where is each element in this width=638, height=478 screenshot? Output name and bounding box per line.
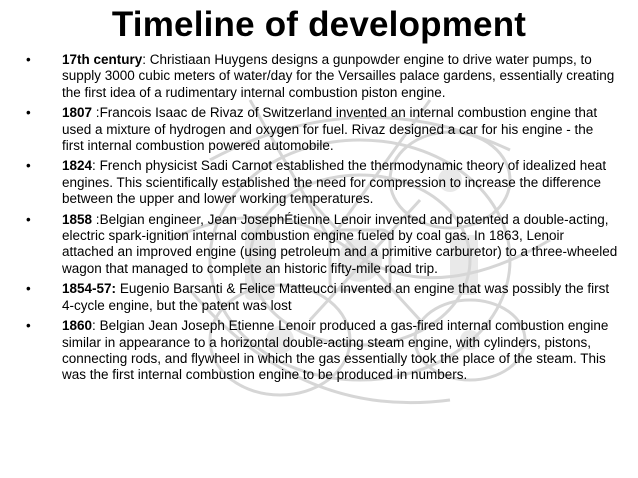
item-separator: :: [142, 52, 150, 67]
bullet-icon: •: [26, 211, 31, 227]
item-date: 17th century: [62, 52, 143, 67]
item-text: Francois Isaac de Rivaz of Switzerland invented an internal combustion engine that used a mixture of hydrogen and oxygen for fuel. Rivaz designed a car for his engine - the first internal combustion powered automobile.: [62, 105, 598, 154]
timeline-item-1807: [26, 105, 618, 154]
item-date: 1858: [62, 211, 93, 227]
timeline-item-1860: [26, 318, 618, 384]
bullet-icon: •: [26, 105, 31, 121]
item-separator: :: [92, 211, 100, 227]
item-separator: :: [92, 158, 100, 174]
timeline-item-17th-century: [26, 52, 618, 101]
bullet-icon: •: [26, 52, 31, 67]
item-separator: :: [92, 105, 100, 121]
timeline-list: [26, 52, 618, 388]
item-date: 1854-57:: [62, 281, 117, 297]
timeline-item-1858: [26, 212, 618, 278]
item-date: 1824: [62, 158, 93, 174]
bullet-icon: •: [26, 281, 31, 297]
item-text: Christiaan Huygens designs a gunpowder engine to drive water pumps, to supply 3000 cubic meters of water/day for the Versailles palace gardens, essentially creating the first idea of a rudimentary internal combustion piston engine.: [62, 52, 615, 100]
item-text: French physicist Sadi Carnot established the thermodynamic theory of idealized heat engines. This scientifically established the need for compression to increase the difference between the upper and lower working temperatures.: [62, 158, 607, 207]
timeline-item-1854-57: [26, 281, 618, 314]
item-text: Belgian Jean Joseph Etienne Lenoir produced a gas-fired internal combustion engine similar in appearance to a horizontal double-acting steam engine, with cylinders, pistons, connecting rods, and flywheel in which the gas essentially took the place of the steam. This was the first internal combustion engine to be produced in numbers.: [62, 318, 609, 383]
item-date: 1860: [62, 318, 93, 334]
item-date: 1807: [62, 105, 93, 121]
bullet-icon: •: [26, 158, 31, 174]
item-text: Belgian engineer, Jean JosephÉtienne Lenoir invented and patented a double-acting, electric spark-ignition internal combustion engine fueled by coal gas. In 1863, Lenoir attached an improved engine (using petroleum and a primitive carburetor) to a three-wheeled wagon that managed to complete an historic fifty-mile road trip.: [62, 211, 618, 276]
item-text: Eugenio Barsanti & Felice Matteucci invented an engine that was possibly the first 4-cycle engine, but the patent was lost: [62, 281, 610, 313]
item-separator: :: [92, 318, 100, 334]
bullet-icon: •: [26, 318, 31, 334]
timeline-item-1824: [26, 158, 618, 207]
slide-title: Timeline of development: [111, 5, 527, 44]
